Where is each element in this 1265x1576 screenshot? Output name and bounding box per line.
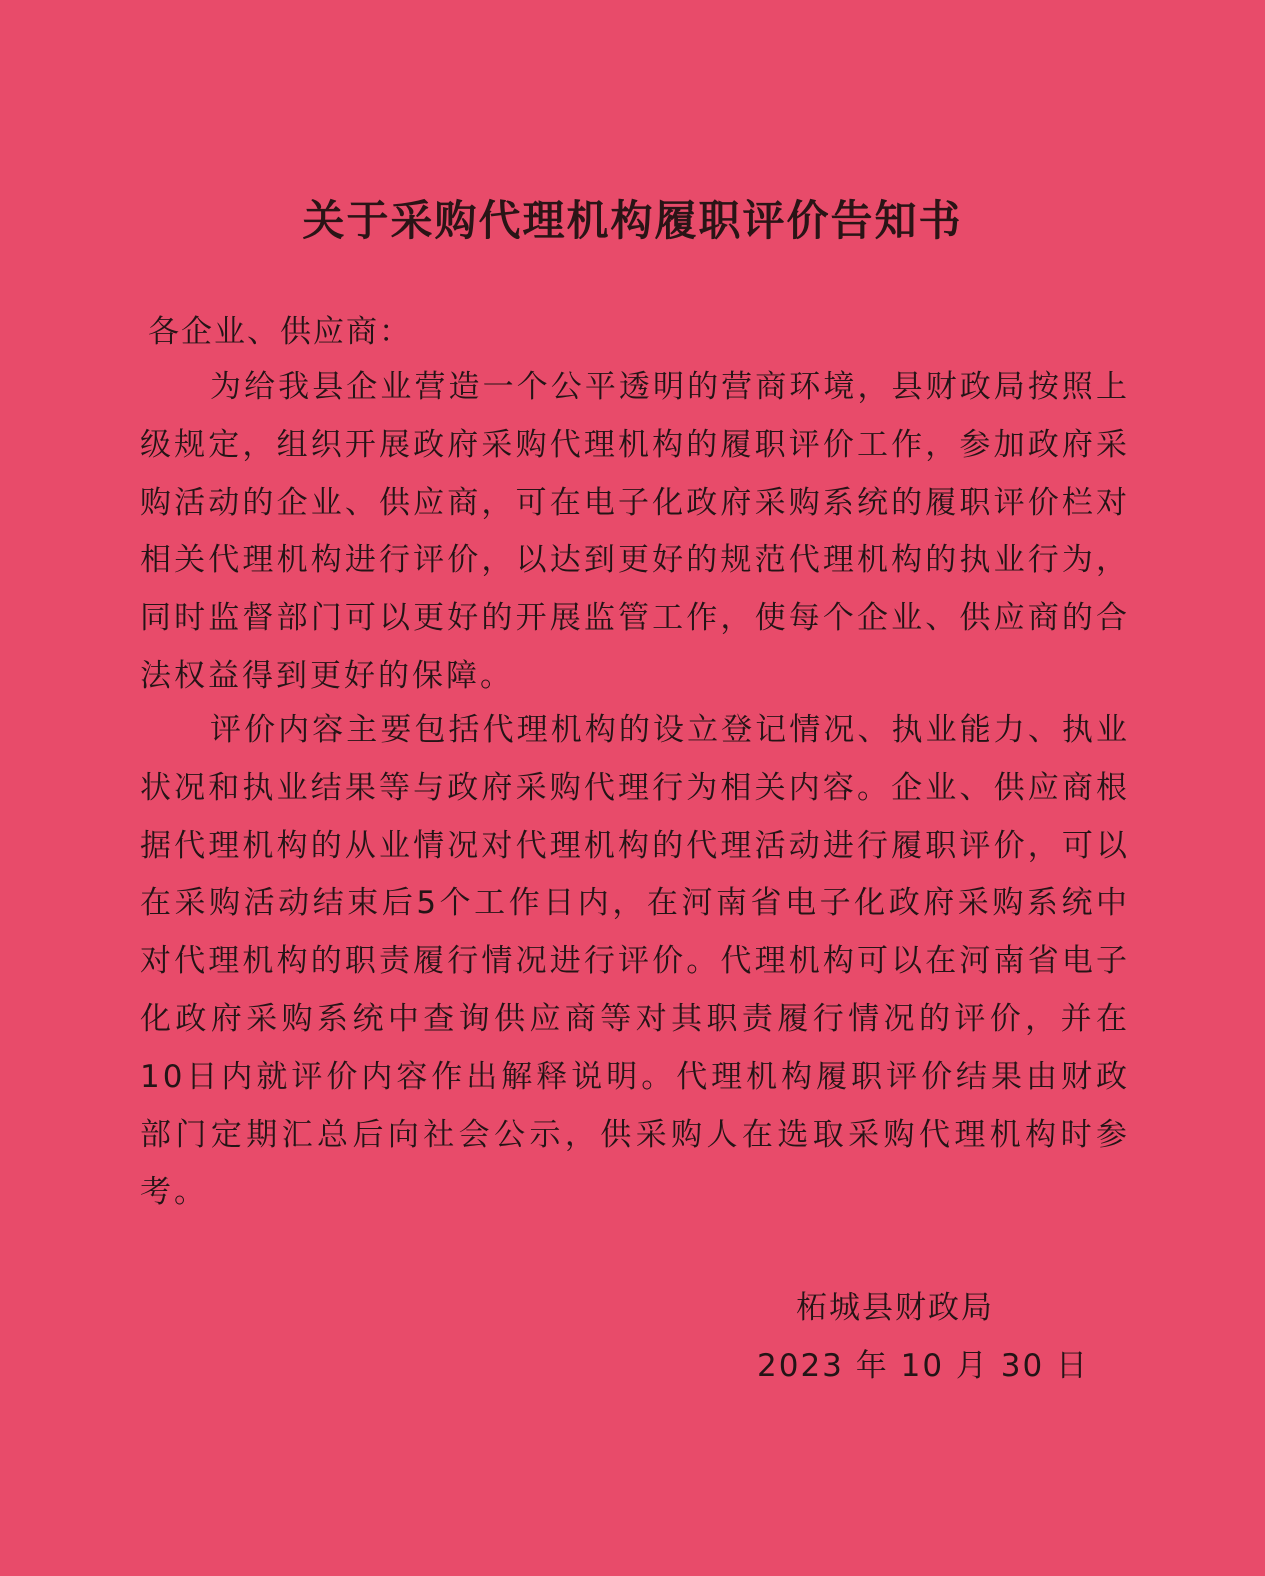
body-paragraph-2: 评价内容主要包括代理机构的设立登记情况、执业能力、执业状况和执业结果等与政府采购代理行为相关内容。企业、供应商根据代理机构的从业情况对代理机构的代理活动进行履职评价，可以在采购活动结束后5个工作日内，在河南省电子化政府采购系统中对代理机构的职责履行情况进行评价。代理机构可以在河南省电子化政府采购系统中查询供应商等对其职责履行情况的评价，并在10日内就评价内容作出解释说明。代理机构履职评价结果由财政部门定期汇总后向社会公示，供采购人在选取采购代理机构时参考。 xyxy=(140,712,1130,1211)
body-paragraph-1: 为给我县企业营造一个公平透明的营商环境，县财政局按照上级规定，组织开展政府采购代理机构的履职评价工作，参加政府采购活动的企业、供应商，可在电子化政府采购系统的履职评价栏对相关代理机构进行评价，以达到更好的规范代理机构的执业行为，同时监督部门可以更好的开展监管工作，使每个企业、供应商的合法权益得到更好的保障。 xyxy=(140,369,1130,694)
document-title: 关于采购代理机构履职评价告知书 xyxy=(302,196,963,245)
signature-date: 2023 年 10 月 30 日 xyxy=(757,1348,1090,1384)
signature-organization: 柘城县财政局 xyxy=(796,1290,994,1326)
salutation: 各企业、供应商： xyxy=(148,314,412,350)
